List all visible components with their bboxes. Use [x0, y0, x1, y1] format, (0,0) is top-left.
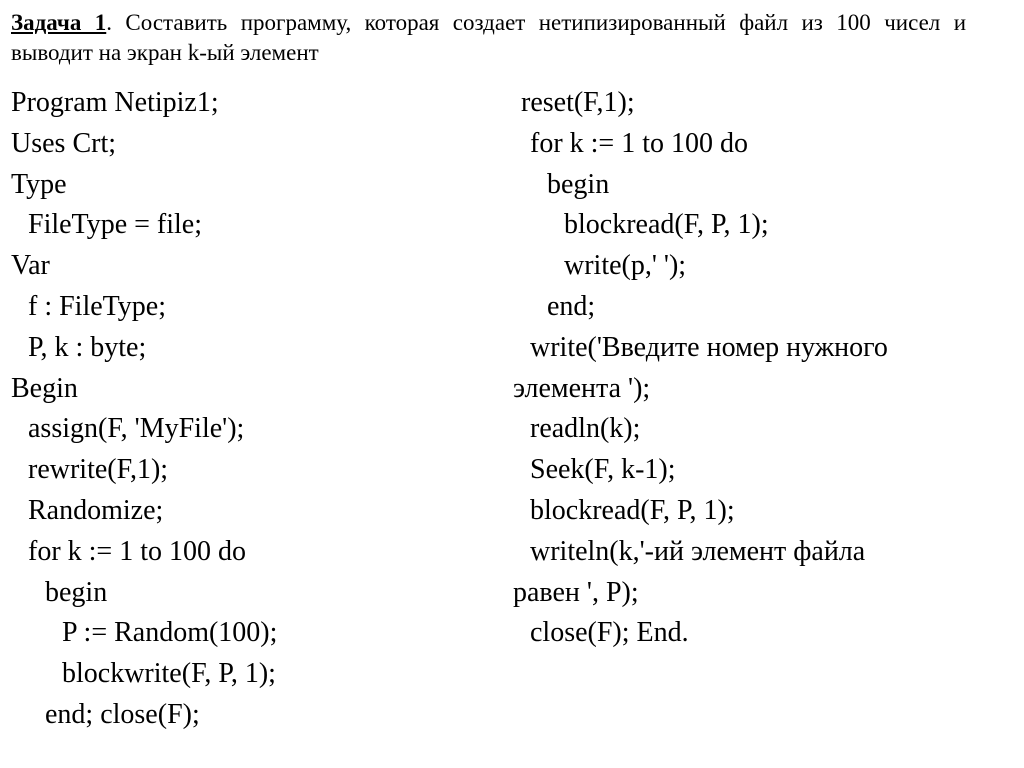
code-line: P := Random(100); [62, 617, 278, 649]
code-line: f : FileType; [28, 290, 167, 322]
code-line: end; close(F); [45, 698, 200, 730]
code-line: элемента '); [513, 372, 651, 404]
code-line: reset(F,1); [521, 87, 635, 118]
task-label: Задача 1 [11, 10, 107, 35]
code-line: Type [11, 168, 67, 200]
code-line: Var [11, 250, 50, 282]
task-text: . Составить программу, которая создает нетипизированный файл из 100 чисел и выводит на экран k-ый элемент [11, 10, 966, 65]
code-line: rewrite(F,1); [28, 454, 169, 486]
code-line: write('Введите номер нужного [530, 331, 888, 363]
code-line: Uses Crt; [11, 127, 116, 159]
code-line: for k := 1 to 100 do [530, 127, 748, 159]
code-line: blockread(F, P, 1); [564, 209, 769, 241]
code-line: Begin [11, 372, 78, 404]
code-line: begin [547, 168, 610, 200]
code-line: write(p,' '); [564, 250, 687, 282]
code-line: Program Netipiz1; [11, 87, 219, 118]
code-line: Randomize; [28, 494, 164, 526]
code-line: readln(k); [530, 413, 641, 445]
code-line: blockread(F, P, 1); [530, 494, 735, 526]
code-line: blockwrite(F, P, 1); [62, 658, 276, 690]
code-line: writeln(k,'-ий элемент файла [530, 535, 866, 567]
code-line: for k := 1 to 100 do [28, 535, 246, 567]
task-statement [11, 8, 966, 68]
code-line: равен ', P); [513, 576, 639, 608]
code-line: assign(F, 'MyFile'); [28, 413, 245, 445]
code-line: begin [45, 576, 108, 608]
code-line: FileType = file; [28, 209, 203, 241]
code-line: P, k : byte; [28, 331, 147, 363]
code-line: end; [547, 290, 596, 322]
code-column-right [513, 83, 888, 654]
code-column-left [11, 83, 277, 736]
code-line: close(F); End. [530, 617, 689, 649]
code-line: Seek(F, k-1); [530, 454, 676, 486]
